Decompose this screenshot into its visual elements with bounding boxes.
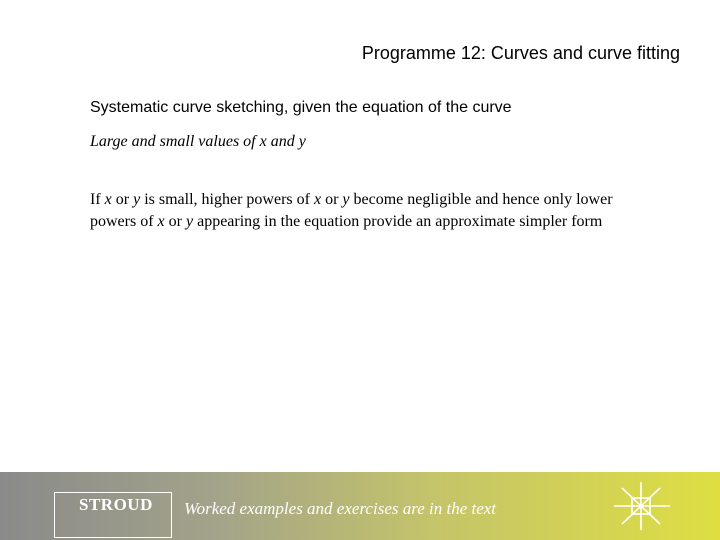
footer-bar: [0, 472, 720, 540]
programme-title: Programme 12: Curves and curve fitting: [361, 43, 680, 63]
variable-x: x: [104, 191, 112, 208]
stroud-logo-label: STROUD: [79, 495, 153, 514]
body-text-run: or: [164, 213, 186, 230]
body-text-run: If: [90, 191, 105, 208]
variable-y: y: [133, 191, 141, 208]
variable-y: y: [185, 213, 194, 230]
stroud-logo-box: [54, 492, 172, 538]
body-text-run: appearing in the equation provide an approximate simpler form: [193, 213, 603, 230]
section-heading: Systematic curve sketching, given the equation of the curve: [90, 99, 512, 116]
variable-x: x: [157, 213, 165, 230]
body-paragraph: [90, 189, 630, 233]
body-text-run: become negligible and hence only lower powers of: [90, 191, 613, 230]
navigation-star-icon[interactable]: [610, 480, 674, 532]
body-text-run: or: [321, 191, 343, 208]
body-text-run: or: [111, 191, 134, 208]
variable-x: x: [313, 191, 322, 208]
footer-note: Worked examples and exercises are in the text: [184, 499, 497, 518]
variable-y: y: [342, 191, 350, 208]
subheading: Large and small values of x and y: [90, 133, 306, 150]
body-text-run: is small, higher powers of: [140, 191, 314, 208]
